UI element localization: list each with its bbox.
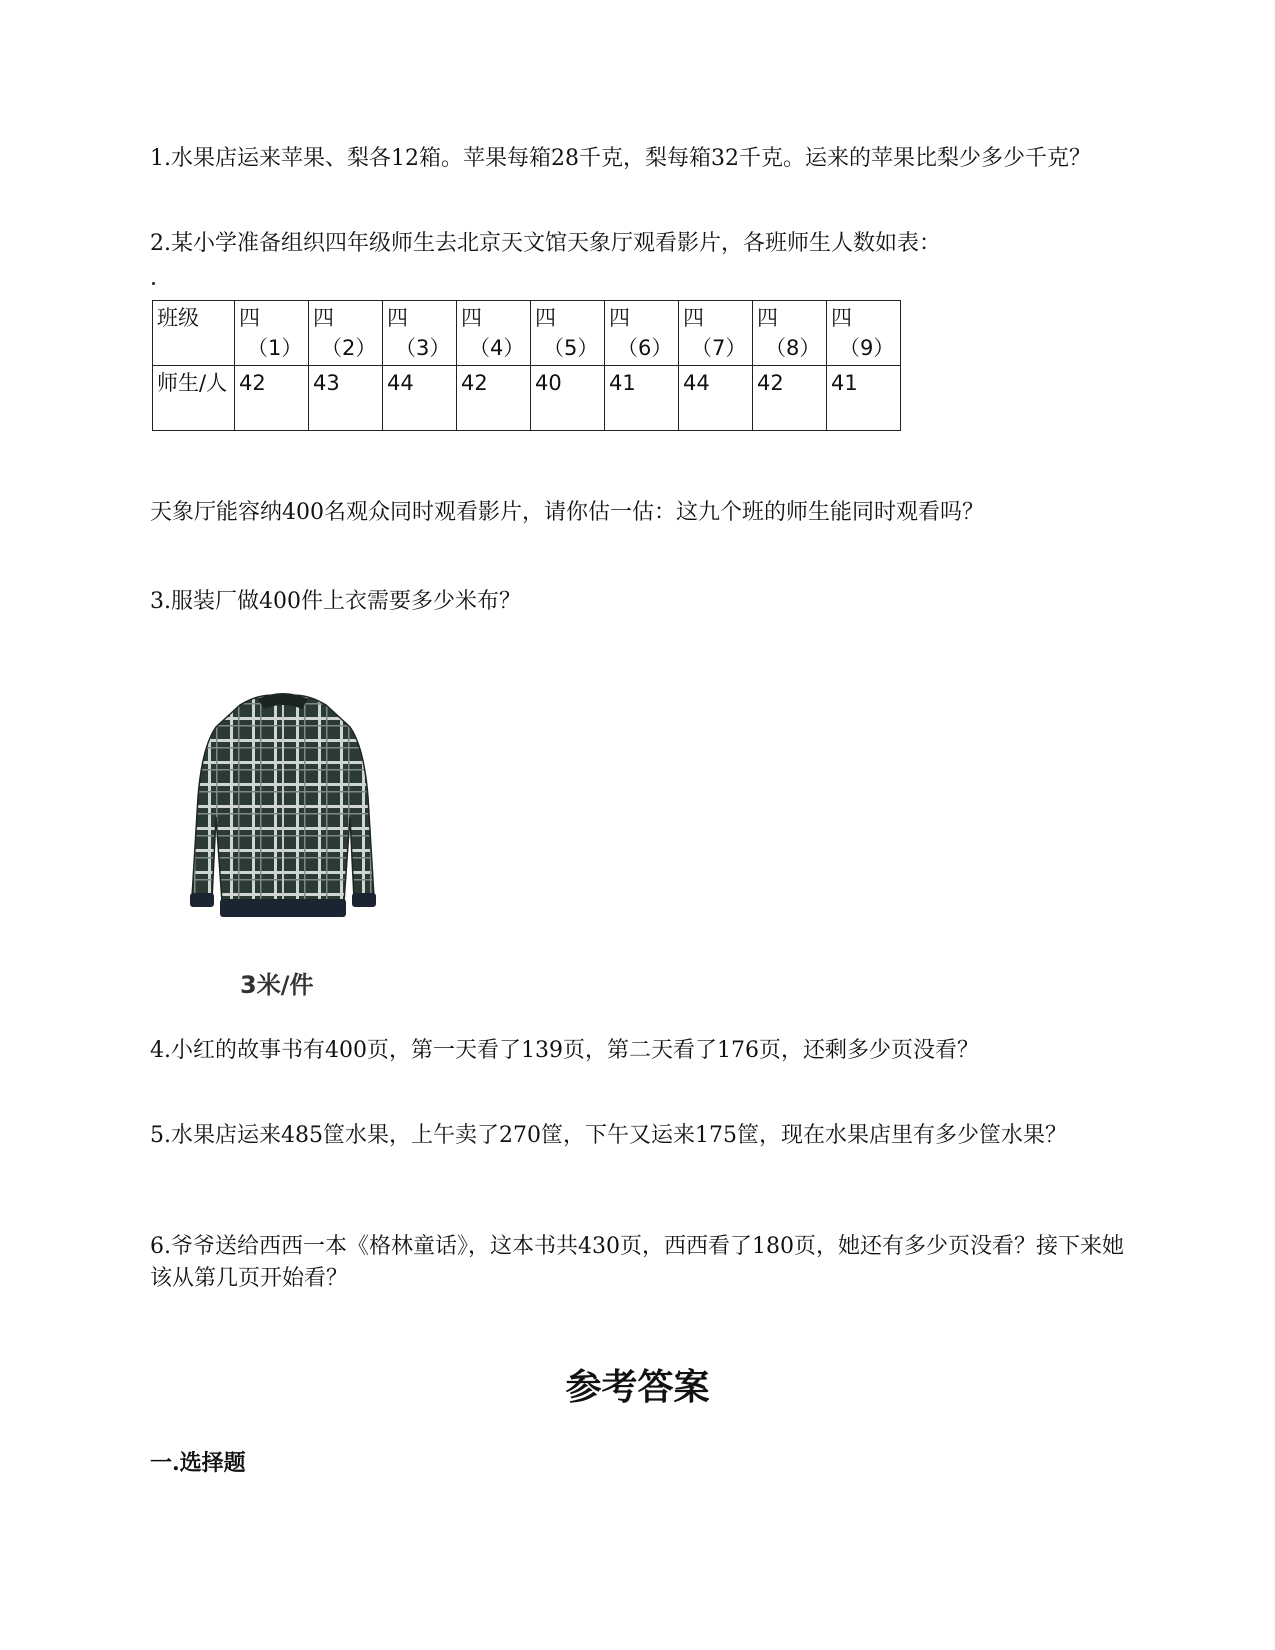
table-cell-count: 40: [531, 366, 605, 431]
plaid-jacket-image: [178, 687, 388, 947]
table-cell-count: 42: [235, 366, 309, 431]
class-count-table: [152, 300, 901, 431]
table-cell-class: 四 （3）: [383, 301, 457, 366]
answers-title: 参考答案: [565, 1366, 710, 1408]
table-cell-count: 44: [679, 366, 753, 431]
table-cell-count: 42: [457, 366, 531, 431]
table-row-count: [153, 366, 901, 431]
table-cell-class: 四 （6）: [605, 301, 679, 366]
question-2-prompt: 天象厅能容纳400名观众同时观看影片，请你估一估：这九个班的师生能同时观看吗？: [150, 500, 984, 525]
table-header-class: 班级: [153, 301, 235, 366]
question-1: 1.水果店运来苹果、梨各12箱。苹果每箱28千克，梨每箱32千克。运来的苹果比梨少多少千克？: [150, 146, 1091, 171]
table-cell-count: 43: [309, 366, 383, 431]
table-cell-class: 四 （1）: [235, 301, 309, 366]
table-header-count: 师生/人: [153, 366, 235, 431]
question-5: 5.水果店运来485筐水果，上午卖了270筐，下午又运来175筐，现在水果店里有多少筐水果？: [150, 1123, 1067, 1148]
table-cell-class: 四 （9）: [827, 301, 901, 366]
table-cell-count: 42: [753, 366, 827, 431]
table-cell-class: 四 （2）: [309, 301, 383, 366]
question-4: 4.小红的故事书有400页，第一天看了139页，第二天看了176页，还剩多少页没看？: [150, 1038, 979, 1063]
table-cell-class: 四 （4）: [457, 301, 531, 366]
question-2: 2.某小学准备组织四年级师生去北京天文馆天象厅观看影片，各班师生人数如表：: [150, 231, 941, 256]
table-cell-class: 四 （5）: [531, 301, 605, 366]
section-title: 一.选择题: [150, 1450, 246, 1476]
table-cell-count: 44: [383, 366, 457, 431]
question-6: 6.爷爷送给西西一本《格林童话》，这本书共430页，西西看了180页，她还有多少页没看？接下来她该从第几页开始看？: [150, 1234, 1124, 1291]
table-cell-count: 41: [827, 366, 901, 431]
question-3: 3.服装厂做400件上衣需要多少米布？: [150, 589, 521, 614]
table-row-class: [153, 301, 901, 366]
table-cell-class: 四 （8）: [753, 301, 827, 366]
table-cell-class: 四 （7）: [679, 301, 753, 366]
jacket-caption: 3米/件: [240, 971, 314, 999]
table-cell-count: 41: [605, 366, 679, 431]
stray-dot: [152, 282, 155, 285]
